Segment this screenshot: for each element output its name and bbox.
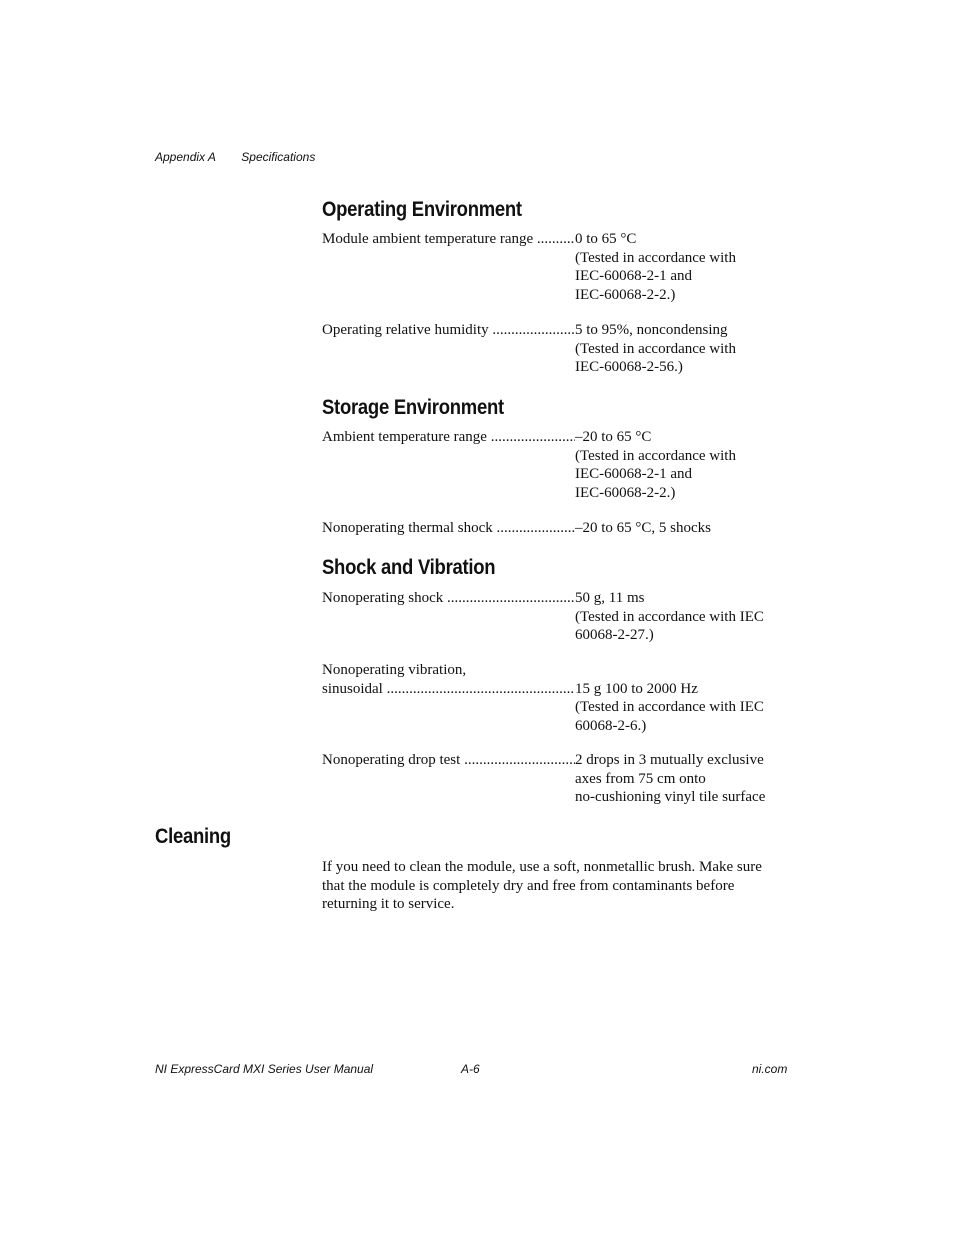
spec-value	[575, 589, 795, 645]
running-head	[155, 150, 315, 164]
value-line: 5 to 95%, noncondensing	[575, 322, 728, 338]
spec-value	[575, 321, 795, 377]
value-line: –20 to 65 °C, 5 shocks	[575, 520, 712, 536]
storage-environment-heading: Storage Environment	[322, 396, 504, 419]
value-line: 2 drops in 3 mutually exclusive	[575, 752, 764, 768]
spec-label: Nonoperating shock .....	[322, 589, 575, 608]
spec-label: Ambient temperature range .....	[322, 428, 575, 447]
value-line: IEC-60068-2-2.)	[575, 484, 676, 501]
footer-website: ni.com	[752, 1062, 788, 1076]
shock-vibration-heading: Shock and Vibration	[322, 556, 496, 579]
value-line: 60068-2-27.)	[575, 627, 654, 644]
value-line: 15 g 100 to 2000 Hz	[575, 680, 698, 697]
spec-value	[575, 751, 795, 807]
value-line: (Tested in accordance with	[575, 340, 736, 357]
spec-value	[575, 230, 795, 304]
spec-label: Module ambient temperature range .....	[322, 230, 575, 249]
spec-thermal-shock	[322, 519, 792, 538]
value-line: (Tested in accordance with IEC	[575, 699, 764, 716]
spec-nonoperating-vibration	[322, 661, 792, 734]
spec-label: Operating relative humidity .....	[322, 321, 575, 340]
value-line: (Tested in accordance with	[575, 447, 736, 464]
spec-label-first-line: Nonoperating vibration,	[322, 662, 467, 678]
operating-environment-heading: Operating Environment	[322, 198, 522, 221]
value-line: IEC-60068-2-2.)	[575, 286, 676, 303]
spec-label: sinusoidal .....	[322, 680, 575, 699]
footer-page-number: A-6	[461, 1062, 480, 1076]
value-line: IEC-60068-2-1 and	[575, 268, 693, 285]
value-line: (Tested in accordance with IEC	[575, 608, 764, 625]
footer-manual-title: NI ExpressCard MXI Series User Manual	[155, 1062, 374, 1076]
spec-storage-temp	[322, 428, 792, 501]
value-line: –20 to 65 °C	[575, 429, 652, 445]
spec-value	[575, 680, 795, 736]
value-line: 60068-2-6.)	[575, 717, 647, 734]
paragraph-line: returning it to service.	[322, 896, 455, 913]
value-line: no-cushioning vinyl tile surface	[575, 789, 766, 806]
spec-label: Nonoperating drop test .....	[322, 751, 575, 770]
value-line: IEC-60068-2-56.)	[575, 359, 683, 376]
paragraph-line: that the module is completely dry and free from contaminants before	[322, 877, 735, 894]
paragraph-line: If you need to clean the module, use a soft, nonmetallic brush. Make sure	[322, 859, 762, 875]
appendix-label: Appendix A	[155, 150, 216, 164]
spec-value	[575, 519, 795, 538]
value-line: 0 to 65 °C	[575, 231, 637, 247]
spec-operating-humidity	[322, 321, 792, 376]
spec-nonoperating-shock	[322, 589, 792, 644]
value-line: 50 g, 11 ms	[575, 590, 645, 606]
spec-value	[575, 428, 795, 502]
cleaning-heading: Cleaning	[155, 825, 231, 848]
spec-label: Nonoperating thermal shock .....	[322, 519, 575, 538]
value-line: (Tested in accordance with	[575, 249, 736, 266]
spec-operating-temp	[322, 230, 792, 303]
value-line: axes from 75 cm onto	[575, 770, 706, 787]
value-line: IEC-60068-2-1 and	[575, 466, 693, 483]
section-label: Specifications	[241, 150, 316, 164]
cleaning-paragraph	[322, 858, 787, 914]
spec-drop-test	[322, 751, 792, 806]
